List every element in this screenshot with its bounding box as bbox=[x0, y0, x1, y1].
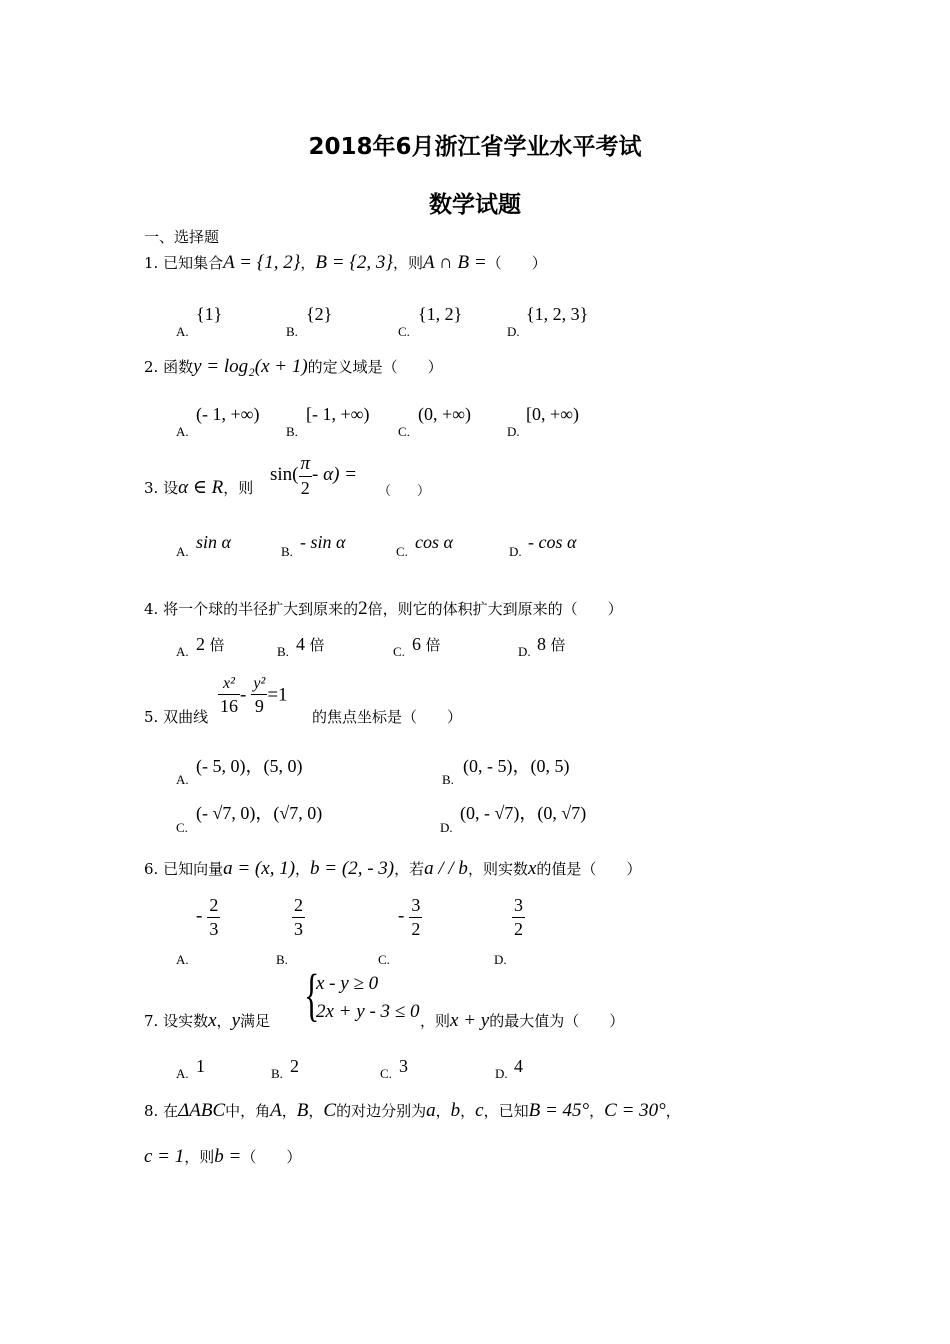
q7-system-brace: { bbox=[304, 962, 320, 1027]
exam-subtitle: 数学试题 bbox=[429, 192, 521, 218]
q6-option-a-label: A. bbox=[176, 952, 189, 967]
q4-option-d: 8 倍 bbox=[537, 634, 566, 654]
question-1: 1. 已知集合A = {1, 2}，B = {2, 3}，则A ∩ B =（ ） bbox=[144, 252, 547, 273]
q2-option-a: (- 1, +∞) bbox=[196, 404, 260, 424]
q3-number: 3. bbox=[144, 479, 159, 497]
q4-option-b: 4 倍 bbox=[296, 634, 325, 654]
q2-option-c: (0, +∞) bbox=[418, 404, 471, 424]
q3-condition: α ∈ R bbox=[178, 477, 224, 498]
q5-number: 5. bbox=[144, 708, 159, 726]
q8-side-c: c = 1 bbox=[144, 1146, 185, 1167]
question-7: 7. 设实数x，y满足 bbox=[144, 1010, 271, 1031]
q7-option-c-label: C. bbox=[380, 1066, 392, 1081]
q4-number: 4. bbox=[144, 600, 159, 618]
q1-blank: （ ） bbox=[486, 254, 547, 272]
q1-set-b: B = {2, 3} bbox=[315, 252, 394, 273]
q5-option-b-label: B. bbox=[442, 772, 454, 787]
q3-option-c: cos α bbox=[415, 532, 453, 552]
q7-tail: ，则x + y的最大值为（ ） bbox=[420, 1010, 625, 1031]
q5-equation: $\frac{\text{x²}}{16}$ - $\frac{\text{y²}}{9}$ =1 bbox=[220, 675, 288, 716]
q1-option-d: {1, 2, 3} bbox=[526, 304, 589, 324]
q7-inequality-1: x - y ≥ 0 bbox=[316, 973, 379, 994]
q8-ask: b = bbox=[214, 1146, 242, 1167]
q5-option-c-label: C. bbox=[176, 820, 188, 835]
q5-text: 的焦点坐标是（ ） bbox=[312, 708, 463, 726]
q2-option-c-label: C. bbox=[398, 424, 410, 439]
q5-option-c: (- √7, 0)，(√7, 0) bbox=[196, 803, 323, 823]
q3-option-d-label: D. bbox=[509, 544, 522, 559]
q4-option-c-label: C. bbox=[393, 644, 405, 659]
q8-angle-b: B = 45° bbox=[528, 1100, 590, 1121]
q6-option-b: $\frac{2}{3}$ bbox=[294, 895, 303, 939]
q5-option-a: (- 5, 0)，(5, 0) bbox=[196, 756, 303, 776]
question-6: 6. 已知向量a = (x, 1)，b = (2, - 3)，若a / / b，则实数x的值是（ ） bbox=[144, 858, 642, 879]
q5-option-b: (0, - 5)，(0, 5) bbox=[463, 756, 570, 776]
q6-option-c-label: C. bbox=[378, 952, 390, 967]
q7-inequality-2: 2x + y - 3 ≤ 0 bbox=[316, 1001, 420, 1022]
q3-option-c-label: C. bbox=[396, 544, 408, 559]
q7-option-a: 1 bbox=[196, 1056, 205, 1076]
q1-option-a-label: A. bbox=[176, 324, 189, 339]
q6-vector-a: a = (x, 1) bbox=[223, 858, 296, 879]
q8-angle-c: C = 30° bbox=[604, 1100, 666, 1121]
q6-number: 6. bbox=[144, 860, 159, 878]
q6-vector-b: b = (2, - 3) bbox=[310, 858, 395, 879]
exam-title: 2018年6月浙江省学业水平考试 bbox=[308, 134, 642, 160]
q7-option-b: 2 bbox=[290, 1056, 299, 1076]
q1-number: 1. bbox=[144, 254, 159, 272]
q7-option-b-label: B. bbox=[271, 1066, 283, 1081]
q6-parallel: a / / b bbox=[424, 858, 468, 879]
q1-text: 已知集合 bbox=[163, 254, 224, 272]
q5-option-d: (0, - √7)，(0, √7) bbox=[460, 803, 587, 823]
q7-number: 7. bbox=[144, 1012, 159, 1030]
q4-option-a-label: A. bbox=[176, 644, 189, 659]
q3-option-a-label: A. bbox=[176, 544, 189, 559]
q2-function: y = log₂(x + 1) bbox=[193, 356, 308, 377]
q7-option-c: 3 bbox=[399, 1056, 408, 1076]
q1-option-c: {1, 2} bbox=[418, 304, 463, 324]
question-8: 8. 在ΔABC中，角A，B，C的对边分别为a，b，c，已知B = 45°，C = 30°， bbox=[144, 1100, 681, 1121]
q8-triangle: ΔABC bbox=[178, 1100, 226, 1121]
q3-option-a: sin α bbox=[196, 532, 231, 552]
q3-option-b-label: B. bbox=[281, 544, 293, 559]
q2-number: 2. bbox=[144, 358, 159, 376]
q6-option-d: $\frac{3}{2}$ bbox=[514, 895, 523, 939]
q8-number: 8. bbox=[144, 1102, 159, 1120]
q1-option-b: {2} bbox=[306, 304, 333, 324]
q5-option-d-label: D. bbox=[440, 820, 453, 835]
q4-option-c: 6 倍 bbox=[412, 634, 441, 654]
q7-constraints bbox=[316, 970, 419, 1026]
q7-option-d: 4 bbox=[514, 1056, 523, 1076]
q1-option-a: {1} bbox=[196, 304, 223, 324]
q2-option-b-label: B. bbox=[286, 424, 298, 439]
q6-option-a: - $\frac{2}{3}$ bbox=[196, 895, 219, 939]
question-3: 3. 设α ∈ R，则 bbox=[144, 477, 254, 498]
section-heading: 一、选择题 bbox=[144, 228, 220, 246]
q7-objective: x + y bbox=[450, 1010, 490, 1031]
q2-option-d-label: D. bbox=[507, 424, 520, 439]
q3-option-b: - sin α bbox=[300, 532, 346, 552]
question-4: 4. 将一个球的半径扩大到原来的2倍，则它的体积扩大到原来的（ ） bbox=[144, 598, 623, 619]
q1-set-a: A = {1, 2} bbox=[223, 252, 301, 273]
question-2: 2. 函数y = log₂(x + 1)的定义域是（ ） bbox=[144, 356, 443, 377]
q2-option-a-label: A. bbox=[176, 424, 189, 439]
q3-fraction: $\frac{\pi}{2}$ bbox=[300, 453, 311, 498]
question-8-continued: c = 1，则b =（ ） bbox=[144, 1146, 302, 1167]
q4-factor: 2 bbox=[358, 598, 368, 619]
q7-option-d-label: D. bbox=[495, 1066, 508, 1081]
q6-option-c: - $\frac{3}{2}$ bbox=[398, 895, 421, 939]
q4-option-d-label: D. bbox=[518, 644, 531, 659]
q1-option-c-label: C. bbox=[398, 324, 410, 339]
q3-expression: sin( $\frac{\pi}{2}$ - α) = bbox=[270, 453, 357, 498]
question-5: 5. 双曲线 bbox=[144, 708, 209, 726]
q2-option-b: [- 1, +∞) bbox=[306, 404, 370, 424]
q2-option-d: [0, +∞) bbox=[526, 404, 579, 424]
q3-blank: （ ） bbox=[378, 484, 431, 499]
q4-option-b-label: B. bbox=[277, 644, 289, 659]
q4-option-a: 2 倍 bbox=[196, 634, 225, 654]
q5-option-a-label: A. bbox=[176, 772, 189, 787]
q1-option-b-label: B. bbox=[286, 324, 298, 339]
q1-option-d-label: D. bbox=[507, 324, 520, 339]
q3-option-d: - cos α bbox=[528, 532, 577, 552]
q7-option-a-label: A. bbox=[176, 1066, 189, 1081]
q6-option-d-label: D. bbox=[494, 952, 507, 967]
q6-option-b-label: B. bbox=[276, 952, 288, 967]
q1-expression: A ∩ B = bbox=[423, 252, 487, 273]
